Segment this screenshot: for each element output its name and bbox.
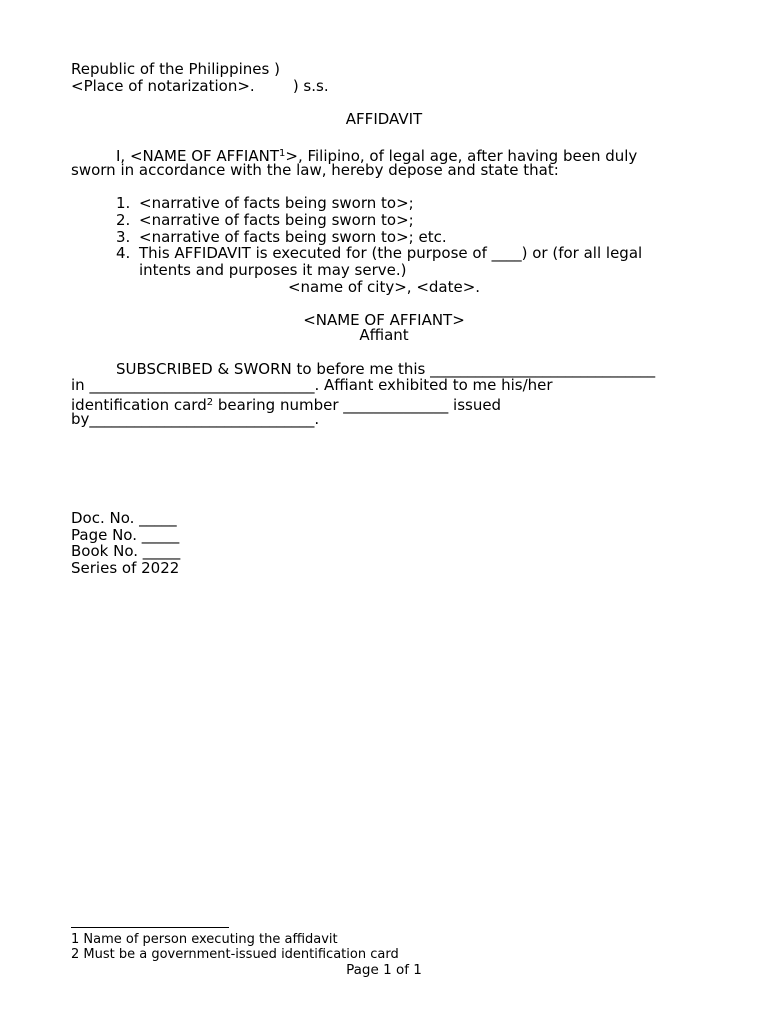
jurat-line-1: SUBSCRIBED & SWORN to before me this ______________________________ bbox=[116, 360, 656, 378]
list-item-number: 3. bbox=[116, 228, 131, 246]
list-item: <narrative of facts being sworn to>; bbox=[139, 211, 414, 229]
list-item-number: 4. bbox=[116, 244, 131, 262]
document-title: AFFIDAVIT bbox=[345, 110, 423, 128]
list-item: This AFFIDAVIT is executed for (the purpose of ____) or (for all legal bbox=[139, 244, 643, 262]
footnote-ref-2: 2 bbox=[206, 397, 214, 408]
footnote-1: 1 Name of person executing the affidavit bbox=[71, 932, 338, 947]
affiant-name: <NAME OF AFFIANT> bbox=[303, 311, 465, 329]
footnote-separator bbox=[71, 927, 229, 928]
page-indicator: Page 1 of 1 bbox=[346, 962, 422, 978]
header-republic: Republic of the Philippines ) bbox=[71, 60, 280, 78]
list-item: <narrative of facts being sworn to>; bbox=[139, 194, 414, 212]
intro-text-b: >, Filipino, of legal age, after having been duly bbox=[285, 147, 638, 165]
list-item-number: 2. bbox=[116, 211, 131, 229]
list-item-number: 1. bbox=[116, 194, 131, 212]
header-place: <Place of notarization>. ) s.s. bbox=[71, 77, 329, 95]
list-item: <narrative of facts being sworn to>; etc. bbox=[139, 228, 447, 246]
place-date: <name of city>, <date>. bbox=[287, 278, 481, 296]
book-number: Book No. _____ bbox=[71, 542, 181, 560]
jurat-text-b: bearing number ______________ issued bbox=[213, 396, 502, 414]
affiant-label: Affiant bbox=[359, 326, 409, 344]
jurat-line-4: by______________________________. bbox=[71, 410, 320, 428]
footnote-ref-1: 1 bbox=[279, 148, 286, 159]
list-item-continuation: intents and purposes it may serve.) bbox=[139, 261, 407, 279]
jurat-text-a: identification card bbox=[71, 396, 207, 414]
jurat-line-2: in ______________________________. Affiant exhibited to me his/her bbox=[71, 376, 553, 394]
series-year: Series of 2022 bbox=[71, 559, 180, 577]
footnote-2: 2 Must be a government-issued identification card bbox=[71, 947, 399, 962]
intro-line-2: sworn in accordance with the law, hereby depose and state that: bbox=[71, 161, 559, 179]
doc-number: Doc. No. _____ bbox=[71, 509, 177, 527]
intro-text-a: I, <NAME OF AFFIANT bbox=[116, 147, 279, 165]
page-number-field: Page No. _____ bbox=[71, 526, 180, 544]
